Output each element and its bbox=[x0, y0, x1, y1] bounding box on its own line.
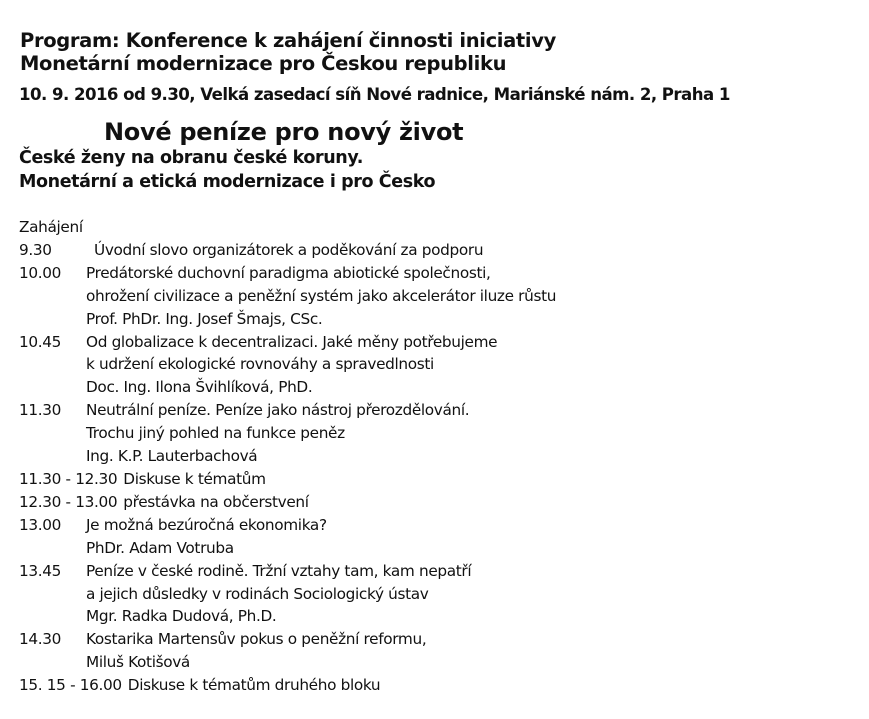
document-title bbox=[20, 29, 556, 75]
item-time: 9.30 bbox=[19, 240, 52, 259]
item-line: Od globalizace k decentralizaci. Jaké měny potřebujeme bbox=[86, 332, 498, 351]
item-time: 11.30 - 12.30 bbox=[19, 469, 118, 488]
speaker-name: Prof. PhDr. Ing. Josef Šmajs, CSc. bbox=[86, 309, 323, 328]
item-body bbox=[94, 239, 483, 262]
schedule-item bbox=[19, 628, 839, 674]
schedule-item bbox=[19, 491, 839, 514]
schedule-item bbox=[19, 399, 839, 468]
item-line: Diskuse k tématům druhého bloku bbox=[127, 676, 381, 695]
item-line: a jejich důsledky v rodinách Sociologický ústav bbox=[86, 584, 429, 603]
title-line-2: Monetární modernizace pro Českou republiku bbox=[20, 52, 507, 75]
item-time: 13.00 bbox=[19, 515, 62, 534]
schedule-item bbox=[19, 262, 839, 331]
speaker-name: Ing. K.P. Lauterbachová bbox=[86, 447, 258, 466]
item-time: 14.30 bbox=[19, 630, 62, 649]
item-body bbox=[123, 491, 308, 514]
item-time: 13.45 bbox=[19, 561, 62, 580]
subtitle bbox=[19, 146, 435, 194]
item-time: 15. 15 - 16.00 bbox=[19, 676, 122, 695]
schedule-item bbox=[19, 468, 839, 491]
event-date-venue: 10. 9. 2016 od 9.30, Velká zasedací síň Nové radnice, Mariánské nám. 2, Praha 1 bbox=[19, 85, 730, 104]
item-line: přestávka na občerstvení bbox=[123, 492, 309, 511]
schedule-item bbox=[19, 331, 839, 400]
schedule-item bbox=[19, 239, 839, 262]
item-line: Neutrální peníze. Peníze jako nástroj přerozdělování. bbox=[86, 401, 470, 420]
item-body bbox=[86, 628, 426, 674]
speaker-name: Mgr. Radka Dudová, Ph.D. bbox=[86, 607, 277, 626]
item-body bbox=[128, 674, 380, 697]
schedule-item bbox=[19, 674, 839, 697]
item-time: 11.30 bbox=[19, 401, 62, 420]
item-time: 12.30 - 13.00 bbox=[19, 492, 118, 511]
item-line: Je možná bezúročná ekonomika? bbox=[86, 515, 327, 534]
subtitle-line-1: České ženy na obranu české koruny. bbox=[19, 148, 364, 168]
headline: Nové peníze pro nový život bbox=[104, 118, 464, 146]
item-body bbox=[123, 468, 265, 491]
item-line: Trochu jiný pohled na funkce peněz bbox=[86, 424, 345, 443]
item-body bbox=[86, 560, 471, 629]
item-body bbox=[86, 331, 497, 400]
subtitle-line-2: Monetární a etická modernizace i pro Česko bbox=[19, 172, 436, 192]
item-body bbox=[86, 262, 556, 331]
speaker-name: Miluš Kotišová bbox=[86, 653, 190, 672]
item-time: 10.45 bbox=[19, 332, 62, 351]
program-schedule bbox=[19, 216, 839, 697]
item-line: ohrožení civilizace a peněžní systém jako akcelerátor iluze růstu bbox=[86, 286, 557, 305]
speaker-name: PhDr. Adam Votruba bbox=[86, 538, 234, 557]
title-line-1: Program: Konference k zahájení činnosti iniciativy bbox=[20, 29, 556, 52]
item-body bbox=[86, 514, 327, 560]
item-line: Predátorské duchovní paradigma abiotické společnosti, bbox=[86, 263, 491, 282]
schedule-item bbox=[19, 560, 839, 629]
schedule-item bbox=[19, 514, 839, 560]
item-line: k udržení ekologické rovnováhy a spravedlnosti bbox=[86, 355, 434, 374]
item-line: Kostarika Martensův pokus o peněžní reformu, bbox=[86, 630, 427, 649]
item-line: Peníze v české rodině. Tržní vztahy tam, kam nepatří bbox=[86, 561, 472, 580]
item-body bbox=[86, 399, 469, 468]
item-time: 10.00 bbox=[19, 263, 62, 282]
speaker-name: Doc. Ing. Ilona Švihlíková, PhD. bbox=[86, 378, 313, 397]
item-line: Diskuse k tématům bbox=[123, 469, 266, 488]
item-line: Úvodní slovo organizátorek a poděkování za podporu bbox=[94, 240, 484, 259]
section-label-opening: Zahájení bbox=[19, 218, 83, 236]
